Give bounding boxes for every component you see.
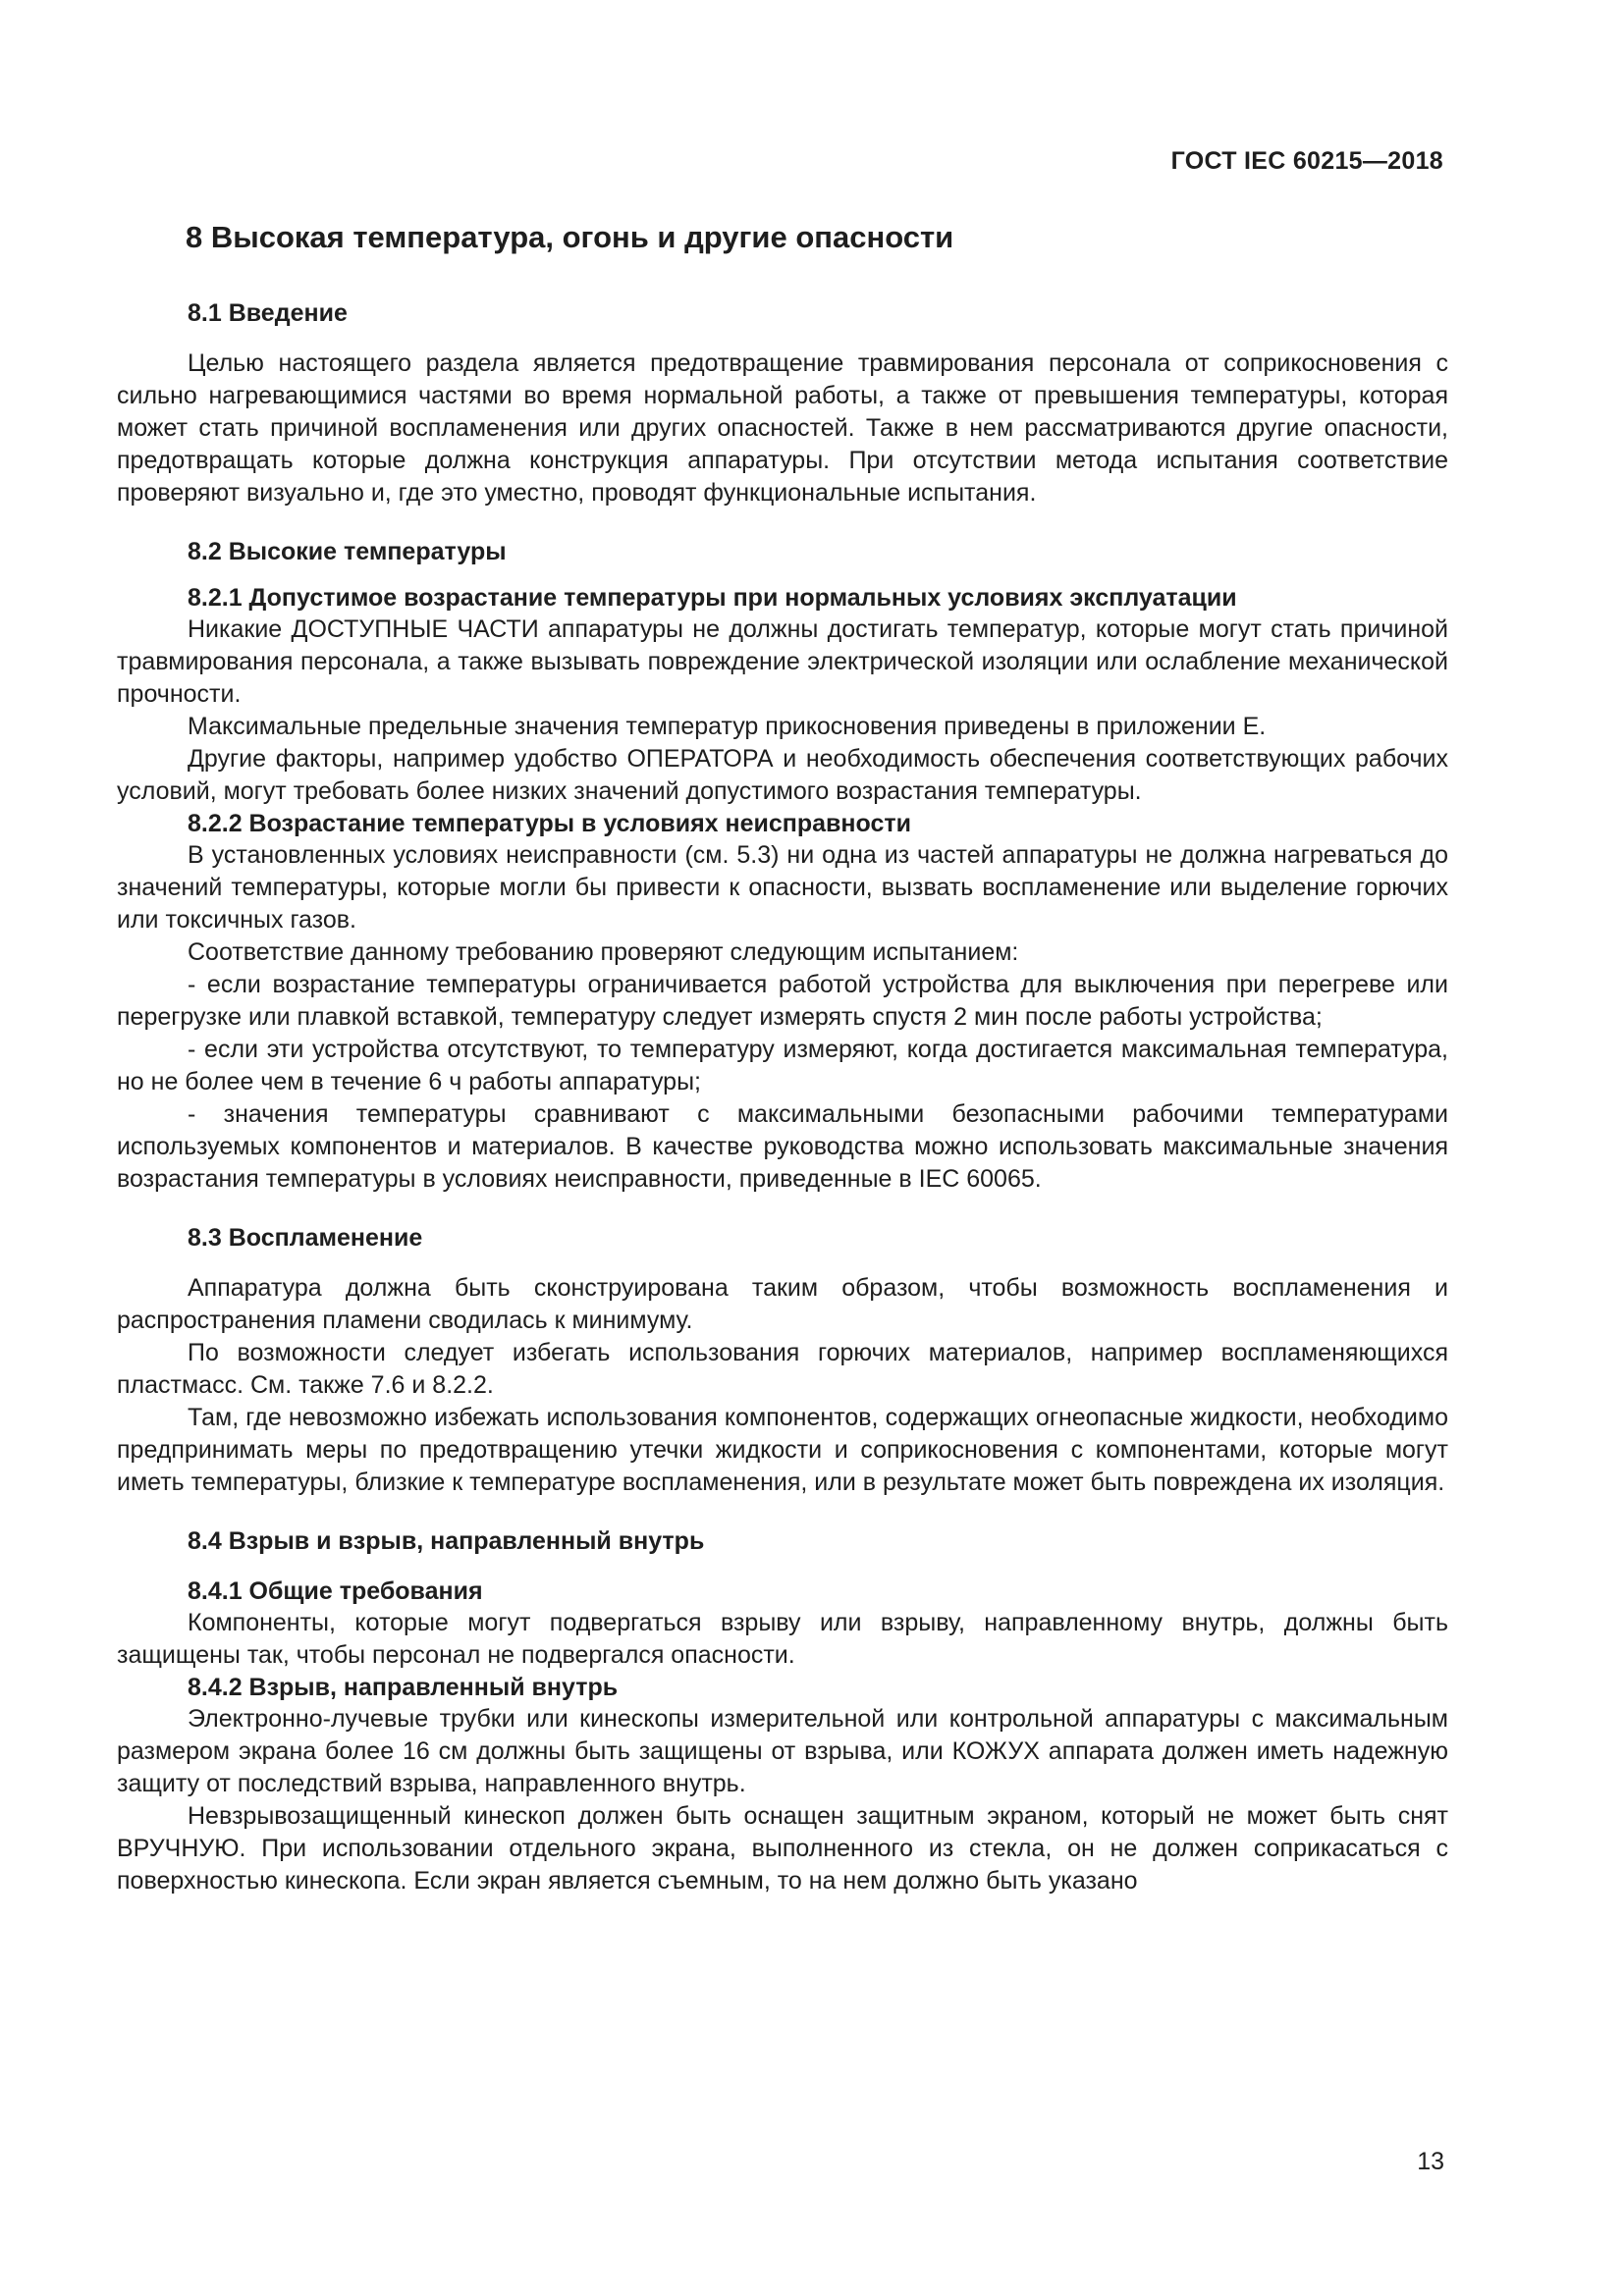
document-code: ГОСТ IEC 60215—2018 <box>1170 147 1443 175</box>
paragraph-8-1: Целью настоящего раздела является предотвращение травмирования персонала от соприкосновения с сильно нагревающимися частями во время нормальной работы, а также от превышения температуры, которая может стать причиной воспламенения или других опасностей. Также в нем рассматриваются другие опасности, предотвращать которые должна конструкция аппаратуры. При отсутствии метода испытания соответствие проверяют визуально и, где это уместно, проводят функциональные испытания. <box>117 349 1448 507</box>
heading-8-2-2: 8.2.2 Возрастание температуры в условиях неисправности <box>188 810 911 837</box>
heading-8-2: 8.2 Высокие температуры <box>188 538 507 565</box>
heading-8-1: 8.1 Введение <box>188 299 348 327</box>
paragraph-8-2-1-a: Никакие ДОСТУПНЫЕ ЧАСТИ аппаратуры не должны достигать температур, которые могут стать причиной травмирования персонала, а также вызывать повреждение электрической изоляции или ослабление механической прочности. <box>117 615 1448 708</box>
paragraph-8-3-c: Там, где невозможно избежать использования компонентов, содержащих огнеопасные жидкости, необходимо предпринимать меры по предотвращению утечки жидкости и соприкосновения с компонентами, которые могут иметь температуры, близкие к температуре воспламенения, или в результате может быть повреждена их изоляция. <box>117 1404 1448 1496</box>
paragraph-8-4-2-a: Электронно-лучевые трубки или кинескопы измерительной или контрольной аппаратуры с максимальным размером экрана более 16 см должны быть защищены от взрыва, или КОЖУХ аппарата должен иметь надежную защиту от последствий взрыва, направленного внутрь. <box>117 1705 1448 1797</box>
paragraph-8-2-1-c: Другие факторы, например удобство ОПЕРАТОРА и необходимость обеспечения соответствующих рабочих условий, могут требовать более низких значений допустимого возрастания температуры. <box>117 745 1448 805</box>
paragraph-8-2-2-a: В установленных условиях неисправности (см. 5.3) ни одна из частей аппаратуры не должна нагреваться до значений температуры, которые могли бы привести к опасности, вызвать воспламенение или выделение горючих или токсичных газов. <box>117 841 1448 934</box>
heading-8-4: 8.4 Взрыв и взрыв, направленный внутрь <box>188 1527 705 1555</box>
page-number: 13 <box>1417 2148 1444 2175</box>
section-title: 8 Высокая температура, огонь и другие опасности <box>186 220 954 254</box>
paragraph-8-4-1: Компоненты, которые могут подвергаться взрыву или взрыву, направленному внутрь, должны быть защищены так, чтобы персонал не подвергался опасности. <box>117 1609 1448 1669</box>
heading-8-3: 8.3 Воспламенение <box>188 1224 423 1252</box>
heading-8-4-2: 8.4.2 Взрыв, направленный внутрь <box>188 1674 619 1701</box>
paragraph-8-3-b: По возможности следует избегать использования горючих материалов, например воспламеняющихся пластмасс. См. также 7.6 и 8.2.2. <box>117 1339 1448 1399</box>
paragraph-8-2-2-c: - если возрастание температуры ограничивается работой устройства для выключения при перегреве или перегрузке или плавкой вставкой, температуру следует измерять спустя 2 мин после работы устройства; <box>117 971 1448 1031</box>
heading-8-4-1: 8.4.1 Общие требования <box>188 1577 483 1605</box>
heading-8-2-1: 8.2.1 Допустимое возрастание температуры при нормальных условиях эксплуатации <box>188 584 1237 612</box>
paragraph-8-2-2-d: - если эти устройства отсутствуют, то температуру измеряют, когда достигается максимальная температура, но не более чем в течение 6 ч работы аппаратуры; <box>117 1036 1448 1095</box>
paragraph-8-2-2-e: - значения температуры сравнивают с максимальными безопасными рабочими температурами используемых компонентов и материалов. В качестве руководства можно использовать максимальные значения возрастания температуры в условиях неисправности, приведенные в IEC 60065. <box>117 1100 1448 1193</box>
paragraph-8-3-a: Аппаратура должна быть сконструирована таким образом, чтобы возможность воспламенения и распространения пламени сводилась к минимуму. <box>117 1274 1448 1334</box>
paragraph-8-4-2-b: Невзрывозащищенный кинескоп должен быть оснащен защитным экраном, который не может быть снят ВРУЧНУЮ. При использовании отдельного экрана, выполненного из стекла, он не должен соприкасаться с поверхностью кинескопа. Если экран является съемным, то на нем должно быть указано <box>117 1802 1448 1895</box>
page-content <box>117 218 1448 1897</box>
paragraph-8-2-1-b: Максимальные предельные значения температур прикосновения приведены в приложении Е. <box>188 713 1267 740</box>
paragraph-8-2-2-b: Соответствие данному требованию проверяют следующим испытанием: <box>188 938 1019 966</box>
